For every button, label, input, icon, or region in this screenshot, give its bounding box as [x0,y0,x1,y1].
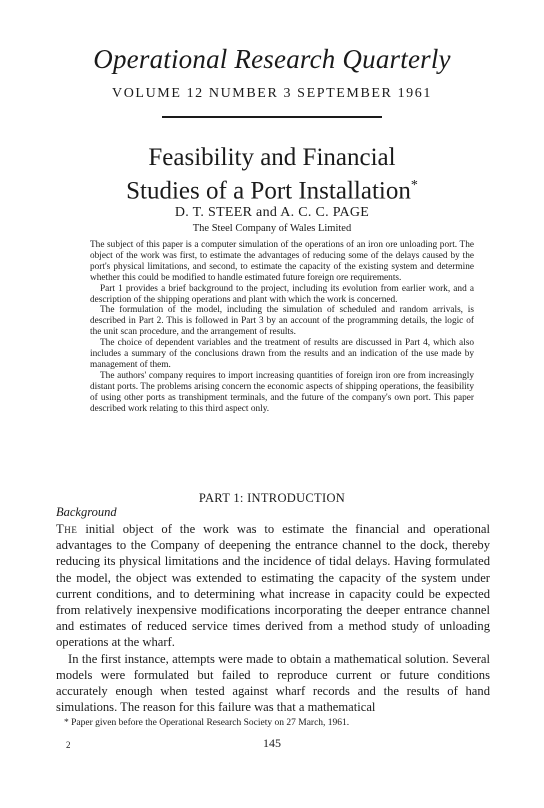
section-heading: PART 1: INTRODUCTION [198,491,346,505]
abstract-paragraph: The choice of dependent variables and the treatment of results are discussed in Part 4, which also includes a summary of the conclusions drawn from the results and an indication of the use made by management of them. [90,338,474,370]
subsection-heading: Background [56,505,117,519]
page-number: 145 [263,736,281,750]
article-title-line1: Feasibility and Financial [148,144,396,171]
article-title-line2: Studies of a Port Installation [126,177,411,205]
article-authors: D. T. STEER and A. C. C. PAGE [174,205,370,220]
journal-title: Operational Research Quarterly [93,44,451,74]
footnote: * Paper given before the Operational Research Society on 27 March, 1961. [64,718,350,728]
body-paragraph [56,521,490,651]
issue-line: VOLUME 12 NUMBER 3 SEPTEMBER 1961 [112,86,432,101]
abstract-paragraph: Part 1 provides a brief background to the project, including its evolution from earlier work, and a description of the shipping operations and plant with which the work is concerned. [90,283,474,305]
body-text [56,521,490,715]
paragraph-lead: The [56,522,78,536]
paragraph-text: initial object of the work was to estimate the financial and operational advantages to the Company of deepening the entrance channel to the dock, thereby reducing its physical limitations and the incidence of tidal delays. Having formulated the model, the object was extended to estimating the capacity of the system under current conditions, and to determining what increase in capacity could be expected from relatively inexpensive modifications incorporating the deeper entrance channel and estimates of reduced service times derived from a method study of unloading operations at the wharf. [56,522,490,650]
author-affiliation: The Steel Company of Wales Limited [192,223,352,234]
abstract-paragraph: The authors' company requires to import increasing quantities of foreign iron ore from increasingly distant ports. The problems arising concern the economic aspects of shipping operations, the feasibility of using other ports as transhipment terminals, and the future of the company's own port. This paper described work relating to this third aspect only. [90,370,474,414]
body-paragraph: In the first instance, attempts were made to obtain a mathematical solution. Several models were formulated but failed to reproduce current or future conditions accurately enough when tested against wharf records and the results of hand simulations. The reason for this failure was that a mathematical [56,651,490,715]
article-title [0,144,544,205]
signature-mark: 2 [66,740,71,750]
abstract-paragraph: The subject of this paper is a computer simulation of the operations of an iron ore unloading port. The object of the work was first, to estimate the advantages of reducing some of the delays caused by the port's physical limitations, and second, to estimate the capacity of the existing system and determine whether this could be modified to handle estimated future foreign ore requirements. [90,240,474,283]
abstract-paragraph: The formulation of the model, including the simulation of scheduled and random arrivals, is described in Part 2. This is followed in Part 3 by an account of the programming details, the logic of the unit scan procedure, and the arrangement of results. [90,305,474,338]
abstract [90,240,474,415]
footnote-mark: * [410,178,418,193]
header-rule [162,116,382,118]
article-title-line2-wrap [0,172,544,205]
